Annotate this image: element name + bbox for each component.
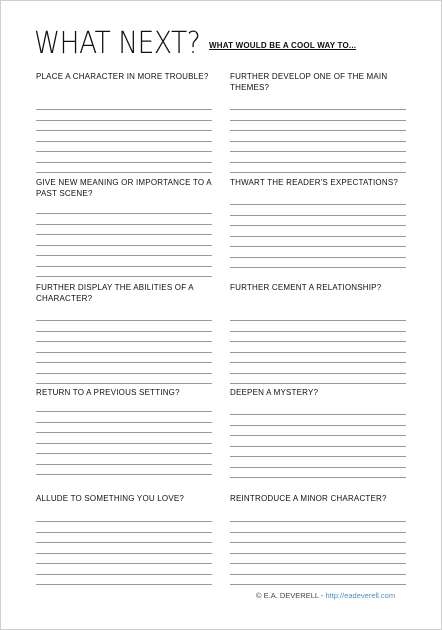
answer-line [230,267,406,268]
answer-line [36,130,212,131]
answer-line [230,331,406,332]
answer-line [230,521,406,522]
answer-line [230,373,406,374]
answer-line [36,320,212,321]
answer-line [36,432,212,433]
answer-line [230,225,406,226]
answer-line [36,255,212,256]
answer-line [36,532,212,533]
answer-line [230,467,406,468]
answer-line [36,574,212,575]
answer-line [36,443,212,444]
answer-line [230,414,406,415]
answer-line [230,172,406,173]
answer-line [230,246,406,247]
answer-line [230,236,406,237]
prompt-label: FURTHER DISPLAY THE ABILITIES OF A CHARACTER? [36,283,194,303]
answer-line [230,162,406,163]
answer-line [36,553,212,554]
answer-lines[interactable] [36,109,212,183]
answer-line [36,109,212,110]
answer-lines[interactable] [230,204,406,278]
footer-credit [256,591,395,600]
answer-lines[interactable] [36,320,212,394]
answer-line [230,383,406,384]
answer-line [230,151,406,152]
answer-line [230,120,406,121]
page-subtitle: WHAT WOULD BE A COOL WAY TO... [209,41,357,50]
answer-line [230,109,406,110]
answer-line [230,574,406,575]
answer-line [36,362,212,363]
answer-line [36,224,212,225]
answer-line [36,411,212,412]
answer-lines[interactable] [36,213,212,287]
answer-line [36,162,212,163]
answer-line [36,234,212,235]
answer-line [230,215,406,216]
answer-line [230,362,406,363]
answer-line [36,383,212,384]
answer-lines[interactable] [230,109,406,183]
answer-line [230,456,406,457]
prompt-label: PLACE A CHARACTER IN MORE TROUBLE? [36,72,209,81]
answer-line [36,276,212,277]
answer-line [230,553,406,554]
answer-line [230,204,406,205]
answer-line [36,266,212,267]
answer-line [36,245,212,246]
answer-line [36,120,212,121]
answer-line [36,331,212,332]
footer-copyright: © E.A. DEVERELL - [256,591,324,600]
answer-line [36,213,212,214]
answer-line [230,584,406,585]
page-title: WHAT NEXT? [34,26,201,61]
answer-line [36,584,212,585]
answer-line [230,257,406,258]
prompt-label: FURTHER CEMENT A RELATIONSHIP? [230,283,382,292]
prompt-label: DEEPEN A MYSTERY? [230,388,319,397]
answer-line [36,151,212,152]
answer-line [36,373,212,374]
answer-line [230,446,406,447]
answer-line [230,532,406,533]
answer-lines[interactable] [230,521,406,595]
answer-lines[interactable] [36,411,212,485]
answer-line [36,341,212,342]
answer-line [230,425,406,426]
answer-line [36,172,212,173]
answer-line [230,141,406,142]
answer-line [230,435,406,436]
prompt-label: FURTHER DEVELOP ONE OF THE MAIN THEMES? [230,72,388,92]
answer-line [36,563,212,564]
answer-line [230,341,406,342]
answer-line [230,130,406,131]
footer-link[interactable]: http://eadeverell.com [325,591,396,600]
answer-line [36,521,212,522]
answer-lines[interactable] [36,521,212,595]
prompt-label: GIVE NEW MEANING OR IMPORTANCE TO A PAST SCENE? [36,178,212,198]
answer-lines[interactable] [230,414,406,488]
answer-line [36,464,212,465]
answer-line [230,352,406,353]
answer-line [36,422,212,423]
answer-line [36,542,212,543]
answer-lines[interactable] [230,320,406,394]
answer-line [230,563,406,564]
answer-line [36,453,212,454]
answer-line [230,320,406,321]
answer-line [230,542,406,543]
answer-line [36,474,212,475]
answer-line [36,352,212,353]
answer-line [36,141,212,142]
answer-line [230,477,406,478]
prompt-label: REINTRODUCE A MINOR CHARACTER? [230,494,387,503]
prompt-label: RETURN TO A PREVIOUS SETTING? [36,388,180,397]
prompt-label: THWART THE READER'S EXPECTATIONS? [230,178,399,187]
prompt-label: ALLUDE TO SOMETHING YOU LOVE? [36,494,185,503]
